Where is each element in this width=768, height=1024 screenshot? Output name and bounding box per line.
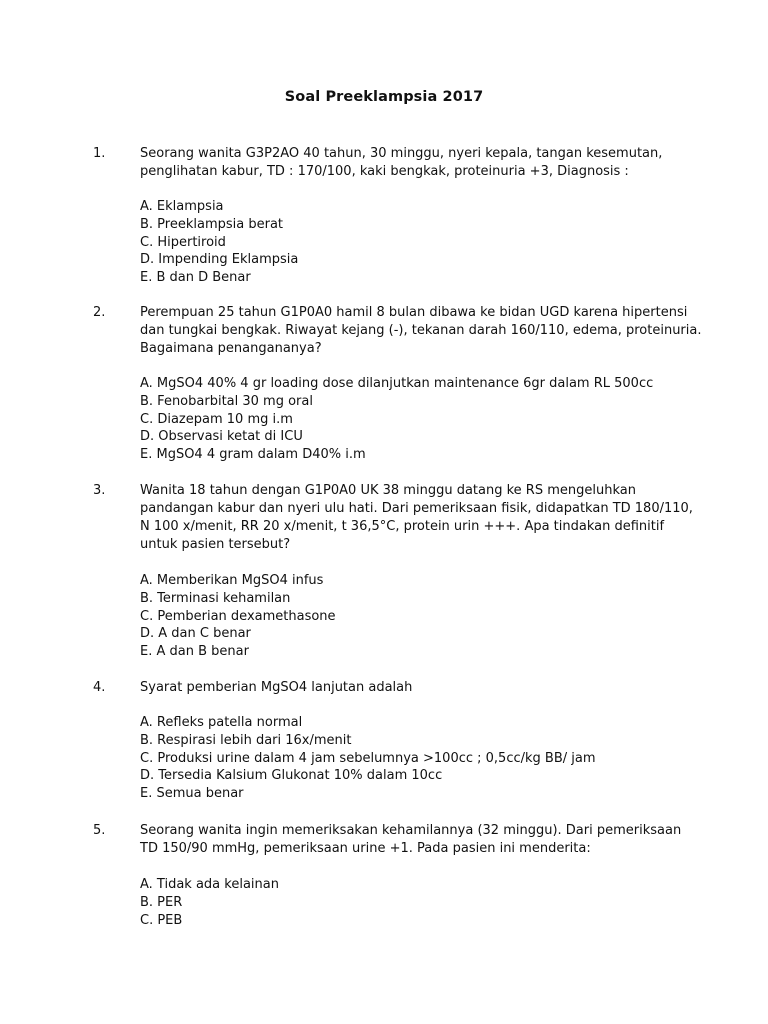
option-item: A. Refleks patella normal <box>140 715 303 730</box>
option-item: A. MgSO4 40% 4 gr loading dose dilanjutkan maintenance 6gr dalam RL 500cc <box>140 376 654 391</box>
question-2-number: 2. <box>93 305 106 320</box>
option-item: C. Diazepam 10 mg i.m <box>140 411 293 427</box>
option-item: D. Tersedia Kalsium Glukonat 10% dalam 10cc <box>140 768 443 784</box>
question-1-options <box>140 198 298 287</box>
question-3-line: untuk pasien tersebut? <box>140 537 291 552</box>
question-5-line: Seorang wanita ingin memeriksakan kehamilannya (32 minggu). Dari pemeriksaan <box>140 823 682 838</box>
question-2-line: dan tungkai bengkak. Riwayat kejang (-), tekanan darah 160/110, edema, proteinuria. <box>140 323 702 338</box>
question-5-text <box>140 822 700 858</box>
question-2-text <box>140 304 700 358</box>
question-3-line: pandangan kabur dan nyeri ulu hati. Dari pemeriksaan fisik, didapatkan TD 180/110, <box>140 501 693 516</box>
option-item: C. Produksi urine dalam 4 jam sebelumnya >100cc ; 0,5cc/kg BB/ jam <box>140 750 596 766</box>
option-item: B. Respirasi lebih dari 16x/menit <box>140 732 352 748</box>
question-2-options <box>140 375 653 464</box>
option-item: A. Eklampsia <box>140 199 224 214</box>
option-item: B. Fenobarbital 30 mg oral <box>140 393 313 409</box>
question-4-text <box>140 679 700 697</box>
question-4-line: Syarat pemberian MgSO4 lanjutan adalah <box>140 680 413 695</box>
option-item: B. Preeklampsia berat <box>140 216 284 232</box>
question-3-number: 3. <box>93 483 106 498</box>
option-item: A. Memberikan MgSO4 infus <box>140 573 324 588</box>
option-item: C. Pemberian dexamethasone <box>140 608 336 624</box>
question-4-options <box>140 714 596 803</box>
option-item: C. Hipertiroid <box>140 234 226 250</box>
question-5-line: TD 150/90 mmHg, pemeriksaan urine +1. Pada pasien ini menderita: <box>140 841 591 856</box>
option-item: B. Terminasi kehamilan <box>140 590 291 606</box>
question-3-line: N 100 x/menit, RR 20 x/menit, t 36,5°C, protein urin +++. Apa tindakan definitif <box>140 519 665 534</box>
option-item: D. Observasi ketat di ICU <box>140 429 303 445</box>
option-item: D. A dan C benar <box>140 626 251 642</box>
question-3-options <box>140 572 336 661</box>
option-item: E. B dan D Benar <box>140 270 251 286</box>
option-item: E. Semua benar <box>140 786 244 802</box>
question-1-number: 1. <box>93 146 106 161</box>
question-3-line: Wanita 18 tahun dengan G1P0A0 UK 38 minggu datang ke RS mengeluhkan <box>140 483 636 498</box>
question-2-line: Perempuan 25 tahun G1P0A0 hamil 8 bulan dibawa ke bidan UGD karena hipertensi <box>140 305 688 320</box>
question-5-options <box>140 876 279 929</box>
question-1-text <box>140 145 700 181</box>
question-5-number: 5. <box>93 823 106 838</box>
question-1-line: penglihatan kabur, TD : 170/100, kaki bengkak, proteinuria +3, Diagnosis : <box>140 164 629 179</box>
option-item: E. MgSO4 4 gram dalam D40% i.m <box>140 447 366 463</box>
question-1-line: Seorang wanita G3P2AO 40 tahun, 30 minggu, nyeri kepala, tangan kesemutan, <box>140 146 663 161</box>
option-item: B. PER <box>140 894 183 910</box>
document-title: Soal Preeklampsia 2017 <box>284 89 484 105</box>
question-2-line: Bagaimana penangananya? <box>140 341 322 356</box>
option-item: E. A dan B benar <box>140 644 249 660</box>
question-3-text <box>140 482 700 554</box>
question-4-number: 4. <box>93 680 106 695</box>
option-item: D. Impending Eklampsia <box>140 252 299 268</box>
option-item: C. PEB <box>140 912 183 928</box>
option-item: A. Tidak ada kelainan <box>140 877 279 892</box>
